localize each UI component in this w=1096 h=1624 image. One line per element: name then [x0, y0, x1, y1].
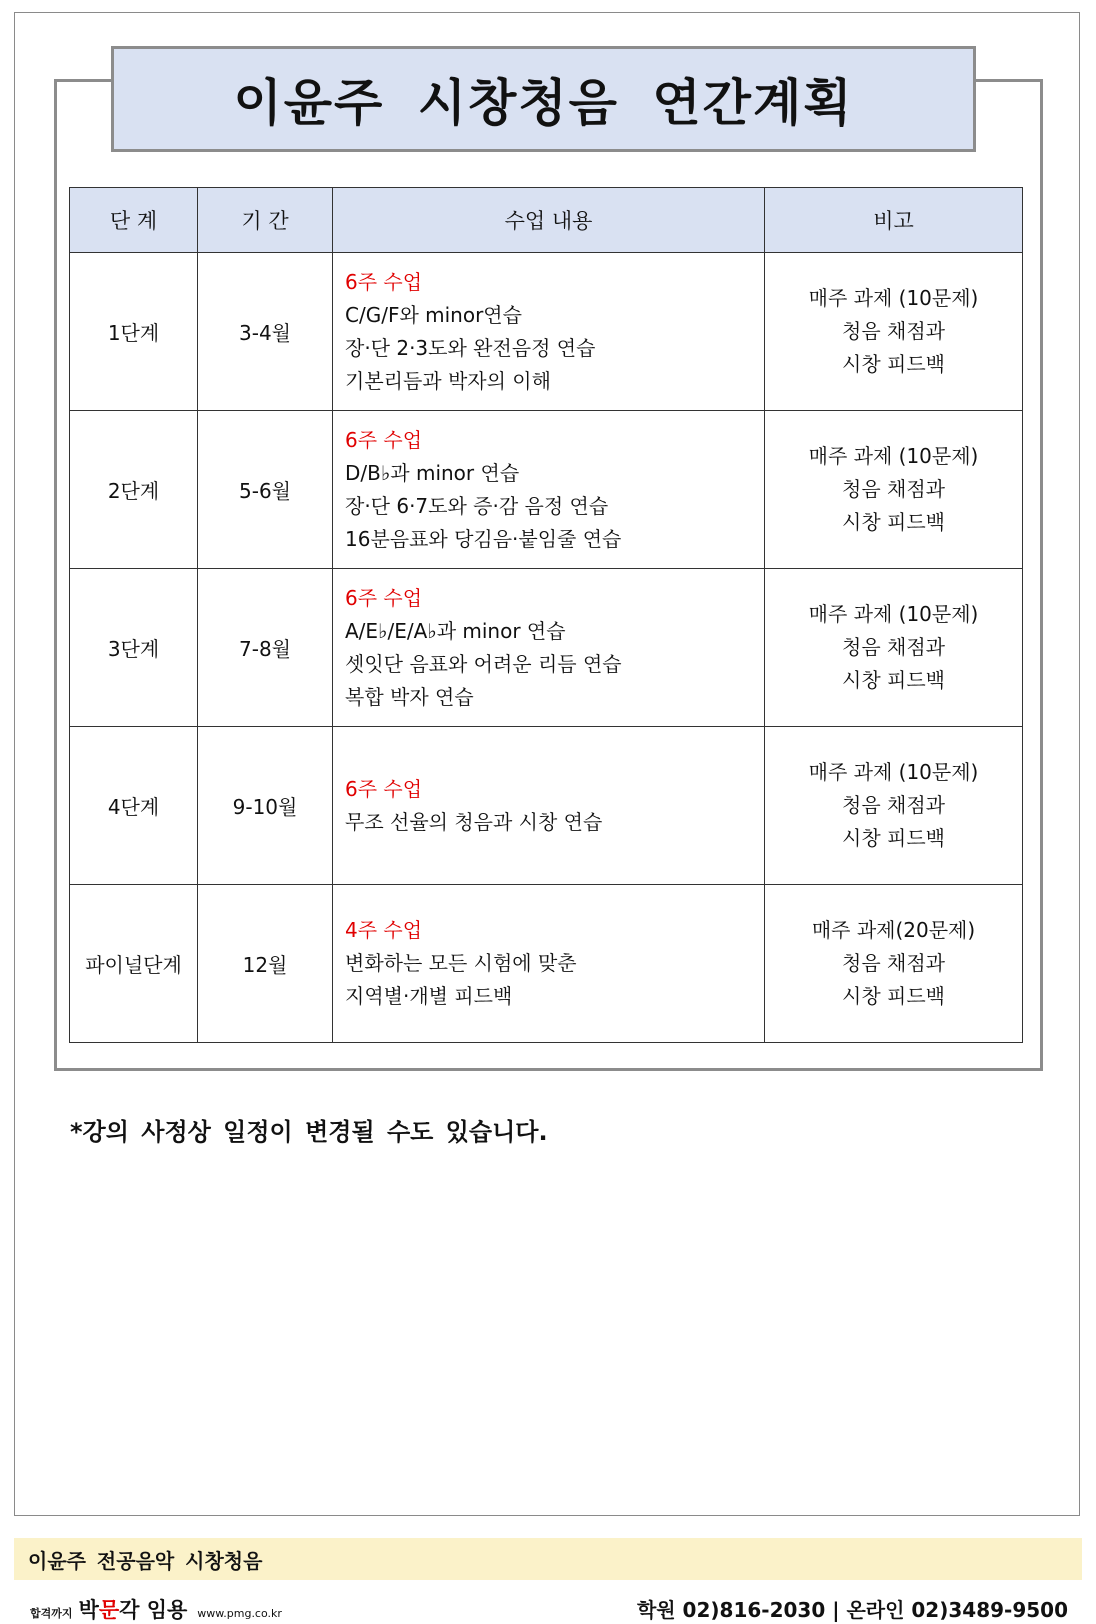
content-line: A/E♭/E/A♭과 minor 연습: [345, 618, 566, 643]
content-line: 변화하는 모든 시험에 맞춘: [345, 951, 577, 975]
note-line: 시창 피드백: [842, 984, 945, 1008]
period-cell: 5-6월: [198, 411, 333, 569]
content-highlight: 6주 수업: [345, 427, 423, 452]
header-period: 기 간: [198, 188, 333, 253]
content-highlight: 6주 수업: [345, 585, 423, 610]
notes-cell: [765, 727, 1023, 885]
period-cell: 9-10월: [198, 727, 333, 885]
logo-tagline: 합격까지: [30, 1607, 73, 1620]
note-line: 매주 과제 (10문제): [808, 444, 979, 468]
table-row: [70, 569, 1023, 727]
stage-cell: 1단계: [70, 253, 198, 411]
title-box: [111, 46, 976, 152]
note-line: 매주 과제 (10문제): [808, 602, 979, 626]
footer-course-title: 이윤주 전공음악 시창청음: [28, 1548, 263, 1573]
content-cell: [333, 569, 765, 727]
stage-cell: 2단계: [70, 411, 198, 569]
period-cell: 12월: [198, 885, 333, 1043]
content-line: D/B♭과 minor 연습: [345, 460, 520, 485]
stage-cell: 3단계: [70, 569, 198, 727]
content-line: 장·단 2·3도와 완전음정 연습: [345, 335, 596, 360]
note-line: 청음 채점과: [842, 951, 945, 975]
contact-info: 학원 02)816-2030 | 온라인 02)3489-9500: [636, 1598, 1068, 1622]
note-line: 매주 과제 (10문제): [808, 286, 979, 310]
logo-brand-post: 각 임용: [119, 1598, 188, 1622]
period-cell: 7-8월: [198, 569, 333, 727]
content-cell: [333, 727, 765, 885]
content-highlight: 4주 수업: [345, 918, 423, 942]
content-cell: [333, 253, 765, 411]
content-cell: [333, 885, 765, 1043]
content-line: 16분음표와 당김음·붙임줄 연습: [345, 526, 622, 551]
note-line: 시창 피드백: [842, 668, 945, 692]
logo-brand-highlight: 문: [98, 1598, 120, 1622]
notes-cell: [765, 253, 1023, 411]
header-content: 수업 내용: [333, 188, 765, 253]
content-highlight: 6주 수업: [345, 776, 423, 801]
content-line: 장·단 6·7도와 증·감 음정 연습: [345, 493, 609, 518]
notes-cell: [765, 569, 1023, 727]
note-line: 청음 채점과: [842, 477, 945, 501]
footer-course-band: [14, 1538, 1082, 1580]
page-title: 이윤주 시창청음 연간계획: [233, 74, 854, 132]
note-line: 시창 피드백: [842, 826, 945, 850]
header-notes: 비고: [765, 188, 1023, 253]
table-row: [70, 727, 1023, 885]
schedule-footnote: *강의 사정상 일정이 변경될 수도 있습니다.: [70, 1118, 548, 1146]
note-line: 시창 피드백: [842, 510, 945, 534]
note-line: 시창 피드백: [842, 352, 945, 376]
notes-cell: [765, 885, 1023, 1043]
note-line: 매주 과제 (10문제): [808, 760, 979, 784]
period-cell: 3-4월: [198, 253, 333, 411]
logo-brand: [79, 1594, 188, 1624]
content-line: 기본리듬과 박자의 이해: [345, 368, 551, 393]
content-line: 지역별·개별 피드백: [345, 984, 513, 1008]
note-line: 청음 채점과: [842, 635, 945, 659]
logo-url: www.pmg.co.kr: [197, 1607, 282, 1620]
note-line: 청음 채점과: [842, 793, 945, 817]
table-header-row: [70, 188, 1023, 253]
note-line: 청음 채점과: [842, 319, 945, 343]
publisher-logo: [30, 1594, 282, 1624]
content-line: 무조 선율의 청음과 시창 연습: [345, 809, 603, 834]
table-row: [70, 253, 1023, 411]
content-cell: [333, 411, 765, 569]
content-line: C/G/F와 minor연습: [345, 302, 522, 327]
stage-cell: 4단계: [70, 727, 198, 885]
notes-cell: [765, 411, 1023, 569]
content-line: 셋잇단 음표와 어려운 리듬 연습: [345, 651, 622, 676]
logo-brand-pre: 박: [78, 1598, 99, 1622]
content-line: 복합 박자 연습: [345, 684, 474, 709]
stage-cell: 파이널단계: [70, 885, 198, 1043]
schedule-table: [69, 187, 1023, 1043]
content-highlight: 6주 수업: [345, 269, 423, 294]
note-line: 매주 과제(20문제): [811, 918, 976, 942]
table-row: [70, 411, 1023, 569]
table-row: [70, 885, 1023, 1043]
header-stage: 단 계: [70, 188, 198, 253]
